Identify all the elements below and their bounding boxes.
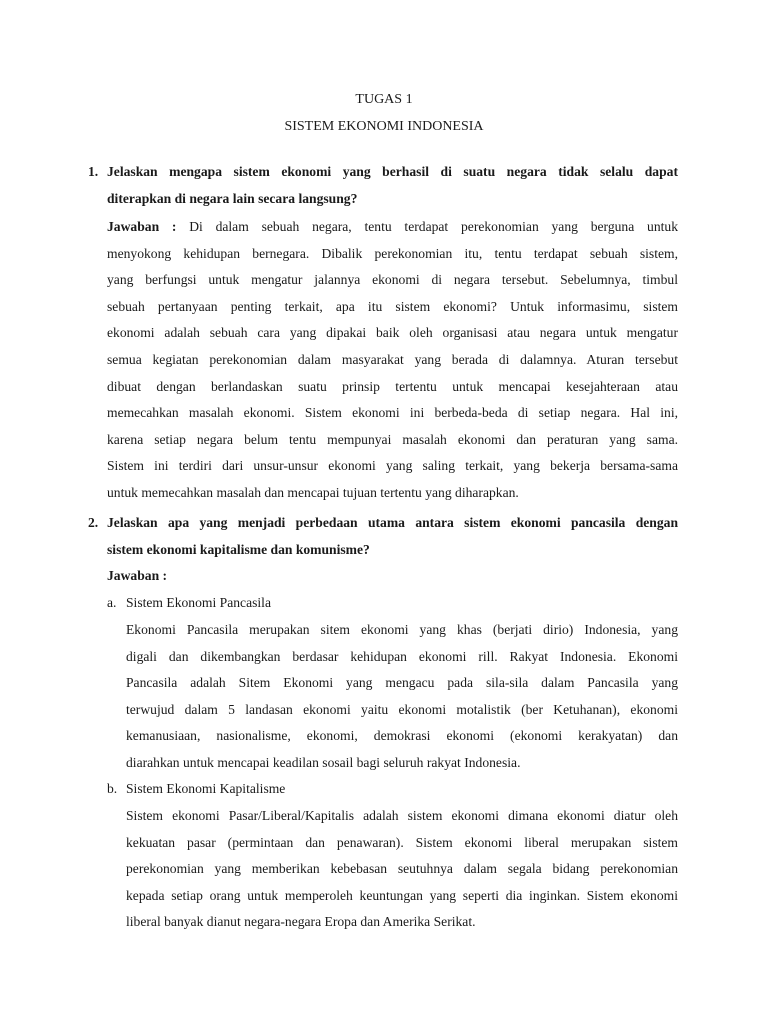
question-2-number: 2.	[88, 515, 99, 530]
subsection-a-line: Ekonomi Pancasila merupakan sitem ekonomi yang khas (berjati dirio) Indonesia, yang	[126, 622, 678, 637]
answer-1-label: Jawaban :	[107, 219, 177, 234]
subsection-a-line: Pancasila adalah Sitem Ekonomi yang mengacu pada sila-sila dalam Pancasila yang	[126, 675, 678, 691]
question-2-line: Jelaskan apa yang menjadi perbedaan utama antara sistem ekonomi pancasila dengan	[107, 515, 678, 530]
subsection-a-letter: a.	[107, 595, 117, 610]
subsection-b-letter: b.	[107, 781, 118, 796]
answer-1-first-line	[107, 214, 678, 241]
subsection-a-line: diarahkan untuk mencapai keadilan sosail bagi seluruh rakyat Indonesia.	[126, 754, 521, 770]
subsection-a-body	[126, 617, 678, 777]
subsection-b-line: perekonomian yang memberikan kebebasan seutuhnya dalam segala bidang perekonomian	[126, 861, 678, 877]
question-1-text	[107, 159, 678, 212]
document-subtitle: SISTEM EKONOMI INDONESIA	[284, 119, 484, 134]
answer-1-line: menyokong kehidupan bernegara. Dibalik perekonomian itu, tentu terdapat sebuah sistem,	[107, 245, 678, 261]
answer-1	[107, 214, 678, 507]
question-1-line: Jelaskan mengapa sistem ekonomi yang berhasil di suatu negara tidak selalu dapat	[107, 164, 678, 179]
subsection-b-title: Sistem Ekonomi Kapitalisme	[126, 781, 286, 796]
answer-1-line: semua kegiatan perekonomian dalam masyarakat yang berada di dalamnya. Aturan tersebut	[107, 351, 678, 367]
question-2-text	[107, 510, 678, 563]
subsection-b-line: liberal banyak dianut negara-negara Eropa dan Amerika Serikat.	[126, 914, 476, 930]
subsection-b-line: kekuatan pasar (permintaan dan penawaran). Sistem ekonomi liberal merupakan sistem	[126, 834, 678, 850]
answer-1-line: memecahkan masalah ekonomi. Sistem ekonomi ini berbeda-beda di setiap negara. Hal ini,	[107, 405, 678, 421]
answer-1-line: yang berfungsi untuk mengatur jalannya ekonomi di negara tersebut. Sebelumnya, timbul	[107, 272, 678, 288]
subsection-a-line: kemanusiaan, nasionalisme, ekonomi, demokrasi ekonomi (ekonomi kerakyatan) dan	[126, 728, 678, 744]
answer-1-line: Sistem ini terdiri dari unsur-unsur ekonomi yang saling terkait, yang bekerja bersama-sama	[107, 458, 678, 474]
subsection-a-line: digali dan dikembangkan berdasar kehidupan ekonomi rill. Rakyat Indonesia. Ekonomi	[126, 648, 678, 664]
answer-1-line: sebuah pertanyaan penting terkait, apa itu sistem ekonomi? Untuk informasimu, sistem	[107, 298, 678, 314]
answer-1-line: dibuat dengan berlandaskan suatu prinsip tertentu untuk mencapai kesejahteraan atau	[107, 378, 678, 394]
answer-2-label	[107, 563, 678, 590]
answer-1-line: untuk memecahkan masalah dan mencapai tujuan tertentu yang diharapkan.	[107, 484, 519, 500]
question-1-line: diterapkan di negara lain secara langsung?	[107, 190, 358, 206]
subsection-b-line: kepada setiap orang untuk memperoleh keuntungan yang seperti dia inginkan. Sistem ekonomi	[126, 887, 678, 903]
subsection-a-title: Sistem Ekonomi Pancasila	[126, 595, 271, 610]
answer-1-line: ekonomi adalah sebuah cara yang dipakai baik oleh organisasi atau negara untuk mengatur	[107, 325, 678, 341]
subsection-a-line: terwujud dalam 5 landasan ekonomi yaitu ekonomi motalistik (ber Ketuhanan), ekonomi	[126, 701, 678, 717]
subsection-b-body	[126, 803, 678, 936]
answer-2-label-text: Jawaban :	[107, 568, 168, 583]
question-1-number: 1.	[88, 164, 99, 179]
answer-1-line: karena setiap negara belum tentu mempunyai masalah ekonomi dan peraturan yang sama.	[107, 431, 678, 447]
question-2-line: sistem ekonomi kapitalisme dan komunisme?	[107, 541, 370, 557]
document-title: TUGAS 1	[355, 92, 413, 107]
subsection-b-line: Sistem ekonomi Pasar/Liberal/Kapitalis adalah sistem ekonomi dimana ekonomi diatur oleh	[126, 808, 678, 823]
answer-1-line: Di dalam sebuah negara, tentu terdapat perekonomian yang berguna untuk	[176, 219, 678, 234]
